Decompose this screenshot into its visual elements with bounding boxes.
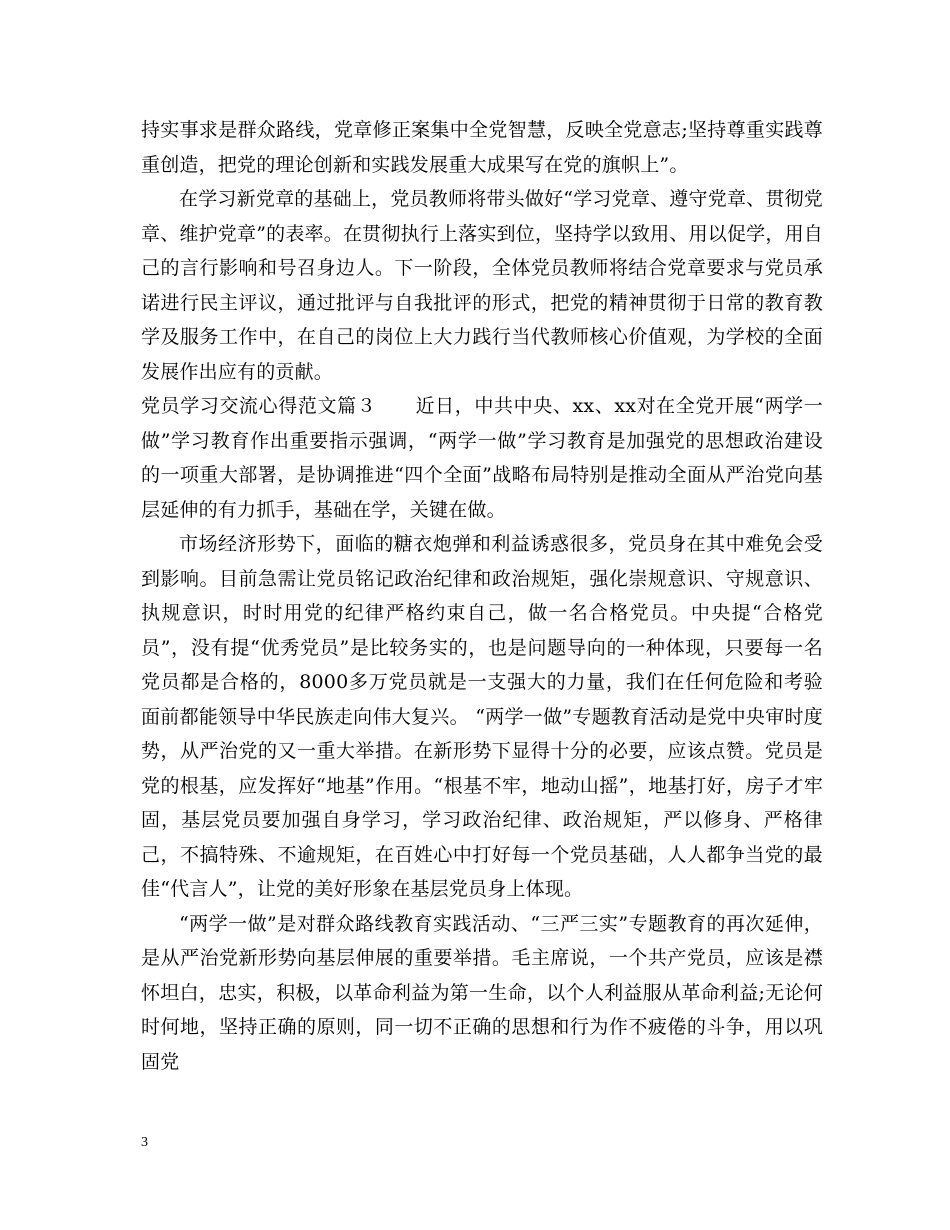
paragraph-continuation: 持实事求是群众路线，党章修正案集中全党智慧，反映全党意志;坚持尊重实践尊重创造，把党的理论创新和实践发展重大成果写在党的旗帜上”。: [141, 119, 823, 176]
paragraph-market-economy: 市场经济形势下，面临的糖衣炮弹和利益诱惑很多，党员身在其中难免会受到影响。目前急需让党员铭记政治纪律和政治规矩，强化崇规意识、守规意识、执规意识，时时用党的纪律严格约束自己，做一名合格党员。中央提“合格党员”，没有提“优秀党员”是比较务实的，也是问题导向的一种体现，只要每一名党员都是合格的，8000多万党员就是一支强大的力量，我们在任何危险和考验面前都能领导中华民族走向伟大复兴。 “两学一做”专题教育活动是党中央审时度势，从严治党的又一重大举措。在新形势下显得十分的必要，应该点赞。党员是党的根基，应发挥好“地基”作用。“根基不牢，地动山摇”，地基打好，房子才牢固，基层党员要加强自身学习，学习政治纪律、政治规矩，严以修身、严格律己，不搞特殊、不逾规矩，在百姓心中打好每一个党员基础，人人都争当党的最佳“代言人”，让党的美好形象在基层党员身上体现。: [141, 533, 823, 900]
page-number: 3: [141, 1135, 148, 1150]
paragraph-article-3-intro: 党员学习交流心得范文篇３ 近日，中共中央、xx、xx对在全党开展“两学一做”学习教育作出重要指示强调，“两学一做”学习教育是加强党的思想政治建设的一项重大部署，是协调推进“四个全面”战略布局特别是推动全面从严治党向基层延伸的有力抓手，基础在学，关键在做。: [141, 395, 823, 521]
paragraph-two-studies: “两学一做”是对群众路线教育实践活动、“三严三实”专题教育的再次延伸，是从严治党新形势向基层伸展的重要举措。毛主席说，一个共产党员，应该是襟怀坦白，忠实，积极，以革命利益为第一生命，以个人利益服从革命利益;无论何时何地，坚持正确的原则，同一切不正确的思想和行为作不疲倦的斗争，用以巩固党: [141, 912, 823, 1073]
document-body: [141, 113, 823, 1079]
paragraph-teachers-study: 在学习新党章的基础上，党员教师将带头做好“学习党章、遵守党章、贯彻党章、维护党章”的表率。在贯彻执行上落实到位，坚持学以致用、用以促学，用自己的言行影响和号召身边人。下一阶段，全体党员教师将结合党章要求与党员承诺进行民主评议，通过批评与自我批评的形式，把党的精神贯彻于日常的教育教学及服务工作中，在自己的岗位上大力践行当代教师核心价值观，为学校的全面发展作出应有的贡献。: [141, 188, 823, 383]
